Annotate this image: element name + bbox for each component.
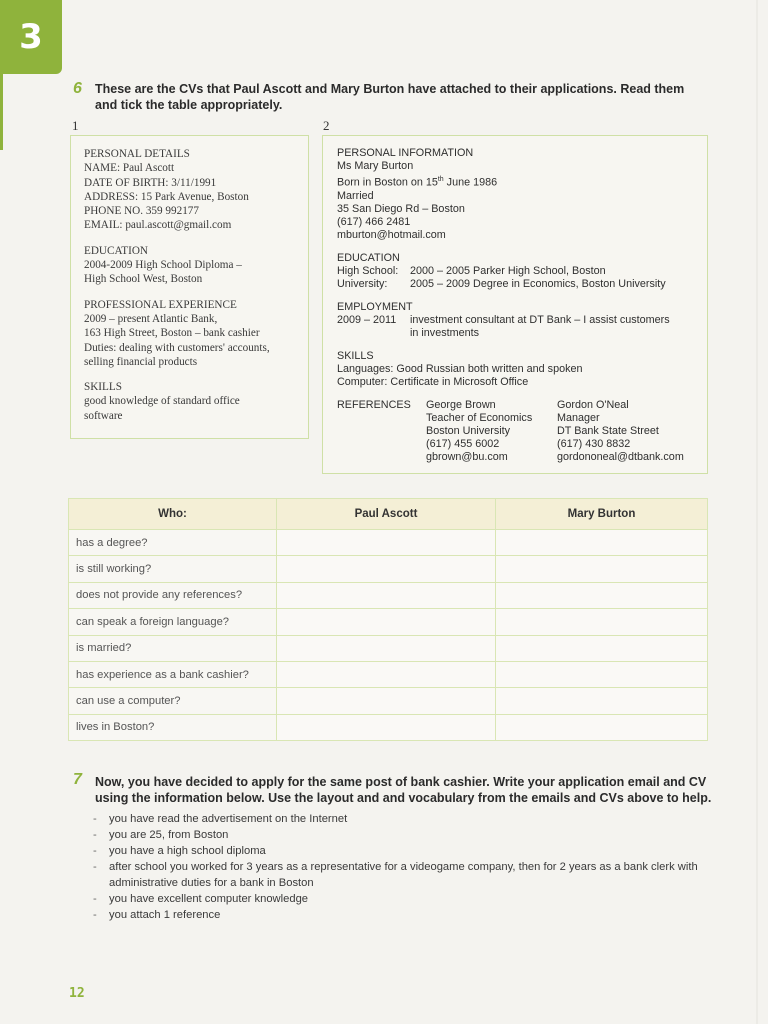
question-cell: lives in Boston?: [69, 714, 277, 740]
reference-line: Manager: [557, 411, 600, 424]
header-who: Who:: [69, 499, 277, 530]
cv-2-emp-line-2: in investments: [410, 326, 480, 339]
cv-2-uni-label: University:: [337, 277, 388, 290]
cv-1-line: Duties: dealing with customers' accounts,: [84, 341, 270, 354]
reference-line: (617) 430 8832: [557, 437, 631, 450]
exercise-6-number: 6: [73, 80, 82, 97]
tick-cell-paul-ascott[interactable]: [277, 556, 496, 582]
question-cell: is still working?: [69, 556, 277, 582]
header-mary-burton: Mary Burton: [496, 499, 708, 530]
cv-2-education-heading: EDUCATION: [337, 251, 400, 264]
cv-1-line: 2004-2009 High School Diploma –: [84, 259, 242, 272]
cv-1-line: 2009 – present Atlantic Bank,: [84, 312, 218, 325]
cv-2-emp-label: 2009 – 2011: [337, 313, 397, 326]
tick-cell-paul-ascott[interactable]: [277, 661, 496, 687]
tick-cell-paul-ascott[interactable]: [277, 635, 496, 661]
cv-1-line: ADDRESS: 15 Park Avenue, Boston: [84, 190, 249, 203]
cv-2-references-label: REFERENCES: [337, 398, 411, 411]
tick-cell-mary-burton[interactable]: [496, 582, 708, 608]
question-cell: does not provide any references?: [69, 582, 277, 608]
cv-2-personal-heading: PERSONAL INFORMATION: [337, 147, 474, 159]
cv-1-line: software: [84, 409, 123, 422]
cv-2-high-school: [337, 265, 707, 278]
question-cell: can use a computer?: [69, 688, 277, 714]
cv-2-emp-line-1: investment consultant at DT Bank – I assist customers: [410, 313, 670, 326]
cv-2-born-prefix: Born in Boston on 15: [337, 176, 438, 189]
cv-2-name: Ms Mary Burton: [337, 160, 414, 172]
question-cell: can speak a foreign language?: [69, 609, 277, 635]
table-row: [69, 714, 708, 740]
cv-2-employment-heading: EMPLOYMENT: [337, 300, 413, 313]
tick-cell-paul-ascott[interactable]: [277, 688, 496, 714]
reference-line: gordononeal@dtbank.com: [557, 450, 684, 463]
cv-1-spacer: [84, 287, 308, 298]
tick-cell-mary-burton[interactable]: [496, 635, 708, 661]
list-item: - you have a high school diploma: [91, 843, 711, 859]
cv-1-line: PERSONAL DETAILS: [84, 148, 190, 160]
table-row: [69, 635, 708, 661]
cv-2-employment: [337, 314, 707, 340]
cv-2-uni-value: 2005 – 2009 Degree in Economics, Boston University: [410, 277, 666, 290]
reference-line: George Brown: [426, 398, 496, 411]
list-item: - you have excellent computer knowledge: [91, 891, 711, 907]
unit-number: 3: [19, 17, 43, 57]
cv-2-married: Married: [337, 189, 374, 202]
header-paul-ascott: Paul Ascott: [277, 499, 496, 530]
page-number: 12: [69, 986, 85, 1001]
cv-1-line: EMAIL: paul.ascott@gmail.com: [84, 219, 232, 232]
tick-cell-paul-ascott[interactable]: [277, 609, 496, 635]
cv-1-line: 163 High Street, Boston – bank cashier: [84, 327, 260, 340]
cv-1-line: SKILLS: [84, 381, 122, 394]
cv-1-line: DATE OF BIRTH: 3/11/1991: [84, 176, 217, 189]
tick-cell-mary-burton[interactable]: [496, 556, 708, 582]
cv-2-number: 2: [323, 118, 330, 133]
reference-line: (617) 455 6002: [426, 437, 500, 450]
cv-1-line: High School West, Boston: [84, 273, 203, 286]
cv-2-born: [337, 173, 707, 190]
reference-line: gbrown@bu.com: [426, 450, 508, 463]
reference-gordon-oneal: [557, 399, 684, 464]
unit-number-tab: [0, 0, 62, 74]
cv-2-hs-label: High School:: [337, 264, 399, 277]
cv-2-email: mburton@hotmail.com: [337, 228, 446, 241]
table-row: [69, 582, 708, 608]
tick-cell-mary-burton[interactable]: [496, 661, 708, 687]
cv-2-computer: Computer: Certificate in Microsoft Office: [337, 375, 529, 388]
cv-1-number: 1: [72, 118, 79, 133]
cv-2-hs-value: 2000 – 2005 Parker High School, Boston: [410, 264, 606, 277]
cv-1-line: PHONE NO. 359 992177: [84, 205, 199, 218]
cv-1-spacer: [84, 369, 308, 380]
cv-1-line: NAME: Paul Ascott: [84, 162, 175, 175]
table-body: [69, 530, 708, 741]
page-edge: [756, 0, 758, 1024]
cv-1-line: selling financial products: [84, 355, 198, 368]
table-header-row: [69, 499, 708, 530]
tick-cell-mary-burton[interactable]: [496, 688, 708, 714]
exercise-6-line-2: and tick the table appropriately.: [95, 98, 283, 112]
cv-1-line: PROFESSIONAL EXPERIENCE: [84, 298, 237, 311]
tick-cell-mary-burton[interactable]: [496, 609, 708, 635]
question-cell: has experience as a bank cashier?: [69, 661, 277, 687]
reference-line: Boston University: [426, 424, 511, 437]
reference-line: Gordon O'Neal: [557, 398, 629, 411]
cv-2-skills-heading: SKILLS: [337, 349, 374, 362]
cv-1-spacer: [84, 233, 308, 244]
cv-2-university: [337, 278, 707, 291]
tick-cell-paul-ascott[interactable]: [277, 530, 496, 556]
tick-table: [68, 498, 708, 741]
exercise-6-line-1: These are the CVs that Paul Ascott and Mary Burton have attached to their applications. Read them: [95, 82, 685, 96]
margin-rule: [0, 74, 3, 150]
exercise-7-instruction: [95, 774, 711, 806]
cv-1-line: EDUCATION: [84, 244, 149, 257]
cv-mary-burton: [322, 135, 708, 474]
cv-1-content: [71, 136, 308, 423]
reference-line: Teacher of Economics: [426, 411, 533, 424]
question-cell: is married?: [69, 635, 277, 661]
cv-1-line: good knowledge of standard office: [84, 395, 240, 408]
question-cell: has a degree?: [69, 530, 277, 556]
list-item: - you attach 1 reference: [91, 907, 711, 923]
reference-george-brown: [426, 399, 557, 464]
tick-cell-paul-ascott[interactable]: [277, 714, 496, 740]
cv-2-references: [337, 399, 707, 464]
tick-cell-mary-burton[interactable]: [496, 530, 708, 556]
list-item: - after school you worked for 3 years as a representative for a videogame company, then for 2 years as a bank clerk with administrative duties for a bank in Boston: [91, 859, 711, 891]
list-item: - you are 25, from Boston: [91, 827, 711, 843]
exercise-7-line-1: Now, you have decided to apply for the same post of bank cashier. Write your application email and CV: [95, 775, 707, 789]
tick-cell-mary-burton[interactable]: [496, 714, 708, 740]
cv-2-born-suffix: June 1986: [443, 176, 498, 189]
cv-2-emp-text: [410, 314, 670, 340]
cv-2-address: 35 San Diego Rd – Boston: [337, 202, 465, 215]
table-row: [69, 556, 708, 582]
exercise-6-instruction: [95, 81, 684, 113]
cv-2-born-sup: th: [437, 176, 444, 183]
tick-cell-paul-ascott[interactable]: [277, 582, 496, 608]
cv-paul-ascott: [70, 135, 309, 439]
table-row: [69, 530, 708, 556]
table-row: [69, 688, 708, 714]
cv-2-languages: Languages: Good Russian both written and spoken: [337, 362, 583, 375]
exercise-7-number: 7: [73, 771, 82, 788]
exercise-7-list: [91, 811, 711, 923]
list-item: - you have read the advertisement on the Internet: [91, 811, 711, 827]
reference-line: DT Bank State Street: [557, 424, 659, 437]
cv-2-phone: (617) 466 2481: [337, 215, 411, 228]
table-row: [69, 609, 708, 635]
exercise-7-line-2: using the information below. Use the layout and and vocabulary from the emails and CVs above to help.: [95, 791, 712, 805]
table-row: [69, 661, 708, 687]
